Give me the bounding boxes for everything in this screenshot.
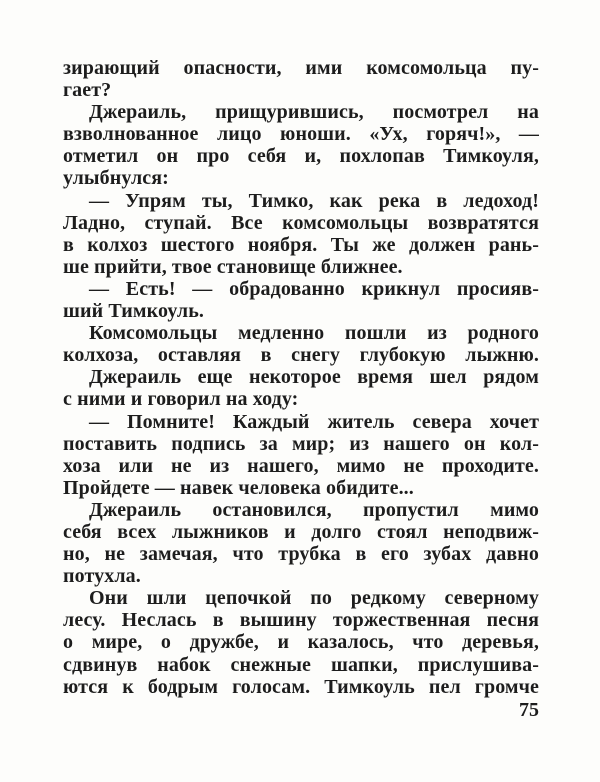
text-line: потухла. xyxy=(63,565,141,588)
text-line: — Помните! Каждый житель севера хочет xyxy=(89,410,539,433)
text-line: Пройдете — навек человека обидите... xyxy=(63,476,414,499)
text-line: Ладно, ступай. Все комсомольцы возвратятся xyxy=(63,211,539,234)
text-line: ший Тимкоуль. xyxy=(63,300,205,323)
text-line: ются к бодрым голосам. Тимкоуль пел громче xyxy=(63,675,539,698)
text-line: — Упрям ты, Тимко, как река в ледоход! xyxy=(89,189,539,212)
page-text xyxy=(63,57,539,698)
text-line: Джераиль еще некоторое время шел рядом xyxy=(89,366,539,389)
text-line: Они шли цепочкой по редкому северному xyxy=(89,587,539,610)
text-line: гает? xyxy=(63,79,112,102)
text-line: поставить подпись за мир; из нашего он кол- xyxy=(63,432,539,455)
text-line: улыбнулся: xyxy=(63,167,169,190)
text-line: взволнованное лицо юноши. «Ух, горяч!», — xyxy=(63,123,539,146)
text-line: колхоза, оставляя в снегу глубокую лыжню. xyxy=(63,344,539,367)
text-line: в колхоз шестого ноября. Ты же должен рань- xyxy=(63,233,539,256)
text-line: но, не замечая, что трубка в его зубах давно xyxy=(63,543,539,566)
text-line: Джераиль, прищурившись, посмотрел на xyxy=(89,101,539,124)
text-line: отметил он про себя и, похлопав Тимкоуля, xyxy=(63,145,539,168)
text-line: хоза или не из нашего, мимо не проходите. xyxy=(63,454,539,477)
text-line: Джераиль остановился, пропустил мимо xyxy=(89,498,539,521)
text-line: — Есть! — обрадованно крикнул просияв- xyxy=(89,277,539,300)
text-line: о мире, о дружбе, и казалось, что деревья, xyxy=(63,631,539,654)
text-line: сдвинув набок снежные шапки, прислушива- xyxy=(63,653,539,676)
page-number: 75 xyxy=(519,699,539,721)
text-line: Комсомольцы медленно пошли из родного xyxy=(89,322,539,345)
text-line: ше прийти, твое становище ближнее. xyxy=(63,255,403,278)
text-line: себя всех лыжников и долго стоял неподвиж- xyxy=(63,520,539,543)
text-line: зирающий опасности, ими комсомольца пу- xyxy=(63,57,539,79)
text-line: лесу. Неслась в вышину торжественная песня xyxy=(63,609,539,632)
text-line: с ними и говорил на ходу: xyxy=(63,388,299,411)
